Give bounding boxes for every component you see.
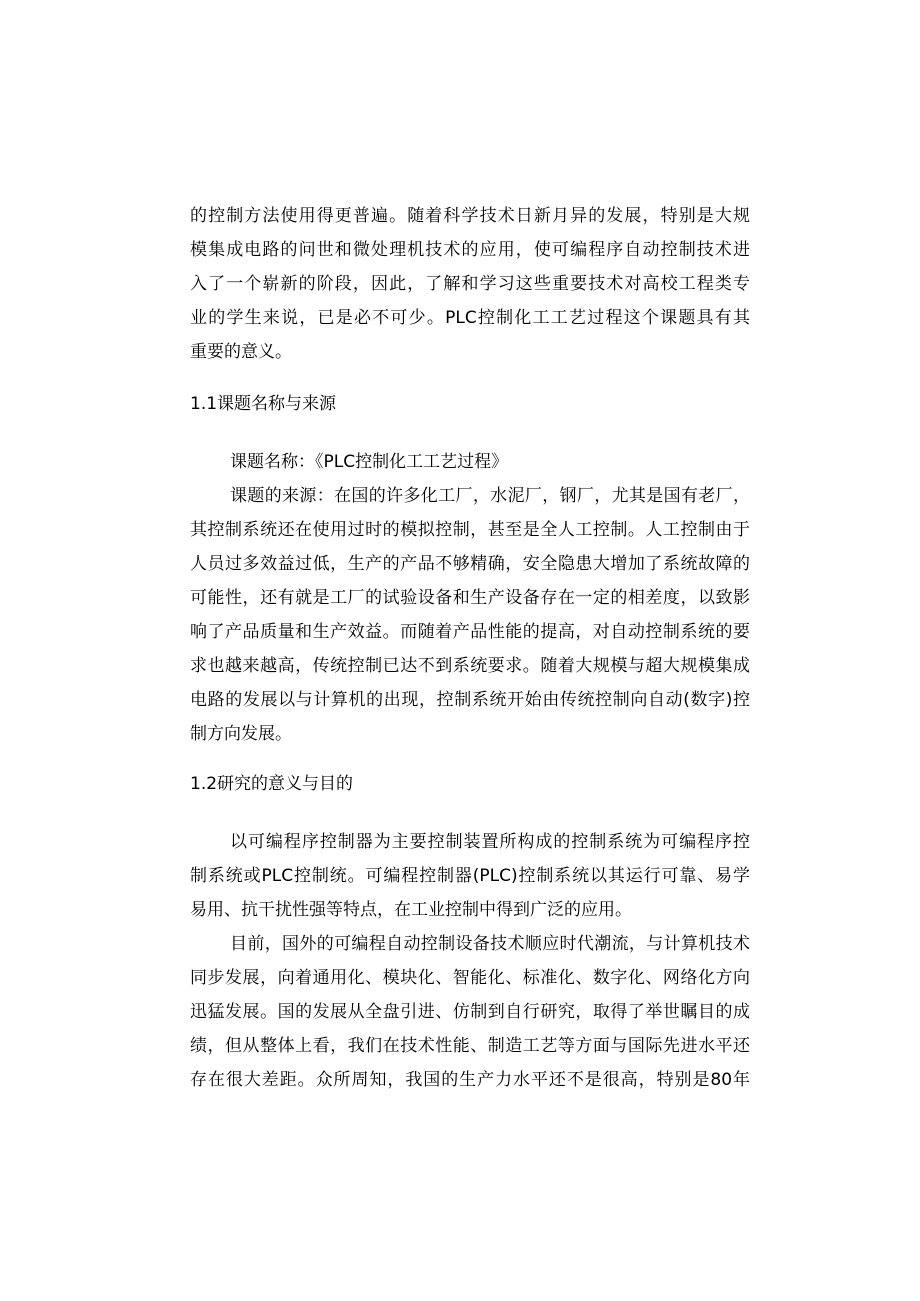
source-line: 求也越来越高，传统控制已达不到系统要求。随着大规模与超大规模集成 bbox=[190, 656, 750, 676]
topic-name-line: 课题名称：《PLC控制化工工艺过程》 bbox=[230, 452, 509, 472]
intro-line: 入了一个崭新的阶段，因此，了解和学习这些重要技术对高校工程类专 bbox=[190, 274, 750, 294]
source-line: 其控制系统还在使用过时的模拟控制，甚至是全人工控制。人工控制由于 bbox=[190, 520, 750, 540]
source-line: 制方向发展。 bbox=[190, 724, 292, 744]
source-line: 电路的发展以与计算机的出现，控制系统开始由传统控制向自动(数字)控 bbox=[190, 690, 750, 710]
intro-line: 的控制方法使用得更普遍。随着科学技术日新月异的发展，特别是大规 bbox=[190, 206, 750, 226]
paragraph-line: 绩，但从整体上看，我们在技术性能、制造工艺等方面与国际先进水平还 bbox=[190, 1036, 750, 1056]
intro-line: 重要的意义。 bbox=[190, 342, 292, 362]
source-line: 响了产品质量和生产效益。而随着产品性能的提高，对自动控制系统的要 bbox=[190, 622, 750, 642]
source-line: 人员过多效益过低，生产的产品不够精确，安全隐患大增加了系统故障的 bbox=[190, 554, 750, 574]
paragraph-line: 存在很大差距。众所周知，我国的生产力水平还不是很高，特别是80年 bbox=[190, 1070, 750, 1090]
source-line: 课题的来源：在国的许多化工厂，水泥厂，钢厂，尤其是国有老厂， bbox=[230, 486, 750, 506]
source-line: 可能性，还有就是工厂的试验设备和生产设备存在一定的相差度，以致影 bbox=[190, 588, 750, 608]
paragraph-line: 同步发展，向着通用化、模块化、智能化、标准化、数字化、网络化方向 bbox=[190, 968, 750, 988]
intro-line: 业的学生来说，已是必不可少。PLC控制化工工艺过程这个课题具有其 bbox=[190, 308, 750, 328]
intro-line: 模集成电路的问世和微处理机技术的应用，使可编程序自动控制技术进 bbox=[190, 240, 750, 260]
paragraph-line: 迅猛发展。国的发展从全盘引进、仿制到自行研究，取得了举世瞩目的成 bbox=[190, 1002, 750, 1022]
paragraph-line: 制系统或PLC控制统。可编程控制器(PLC)控制系统以其运行可靠、易学 bbox=[190, 866, 750, 886]
paragraph-line: 以可编程序控制器为主要控制装置所构成的控制系统为可编程序控 bbox=[230, 832, 750, 852]
paragraph-line: 目前，国外的可编程自动控制设备技术顺应时代潮流，与计算机技术 bbox=[230, 934, 750, 954]
section-heading-1-1: 1.1课题名称与来源 bbox=[190, 394, 337, 414]
paragraph-line: 易用、抗干扰性强等特点，在工业控制中得到广泛的应用。 bbox=[190, 900, 632, 920]
section-heading-1-2: 1.2研究的意义与目的 bbox=[190, 774, 354, 794]
